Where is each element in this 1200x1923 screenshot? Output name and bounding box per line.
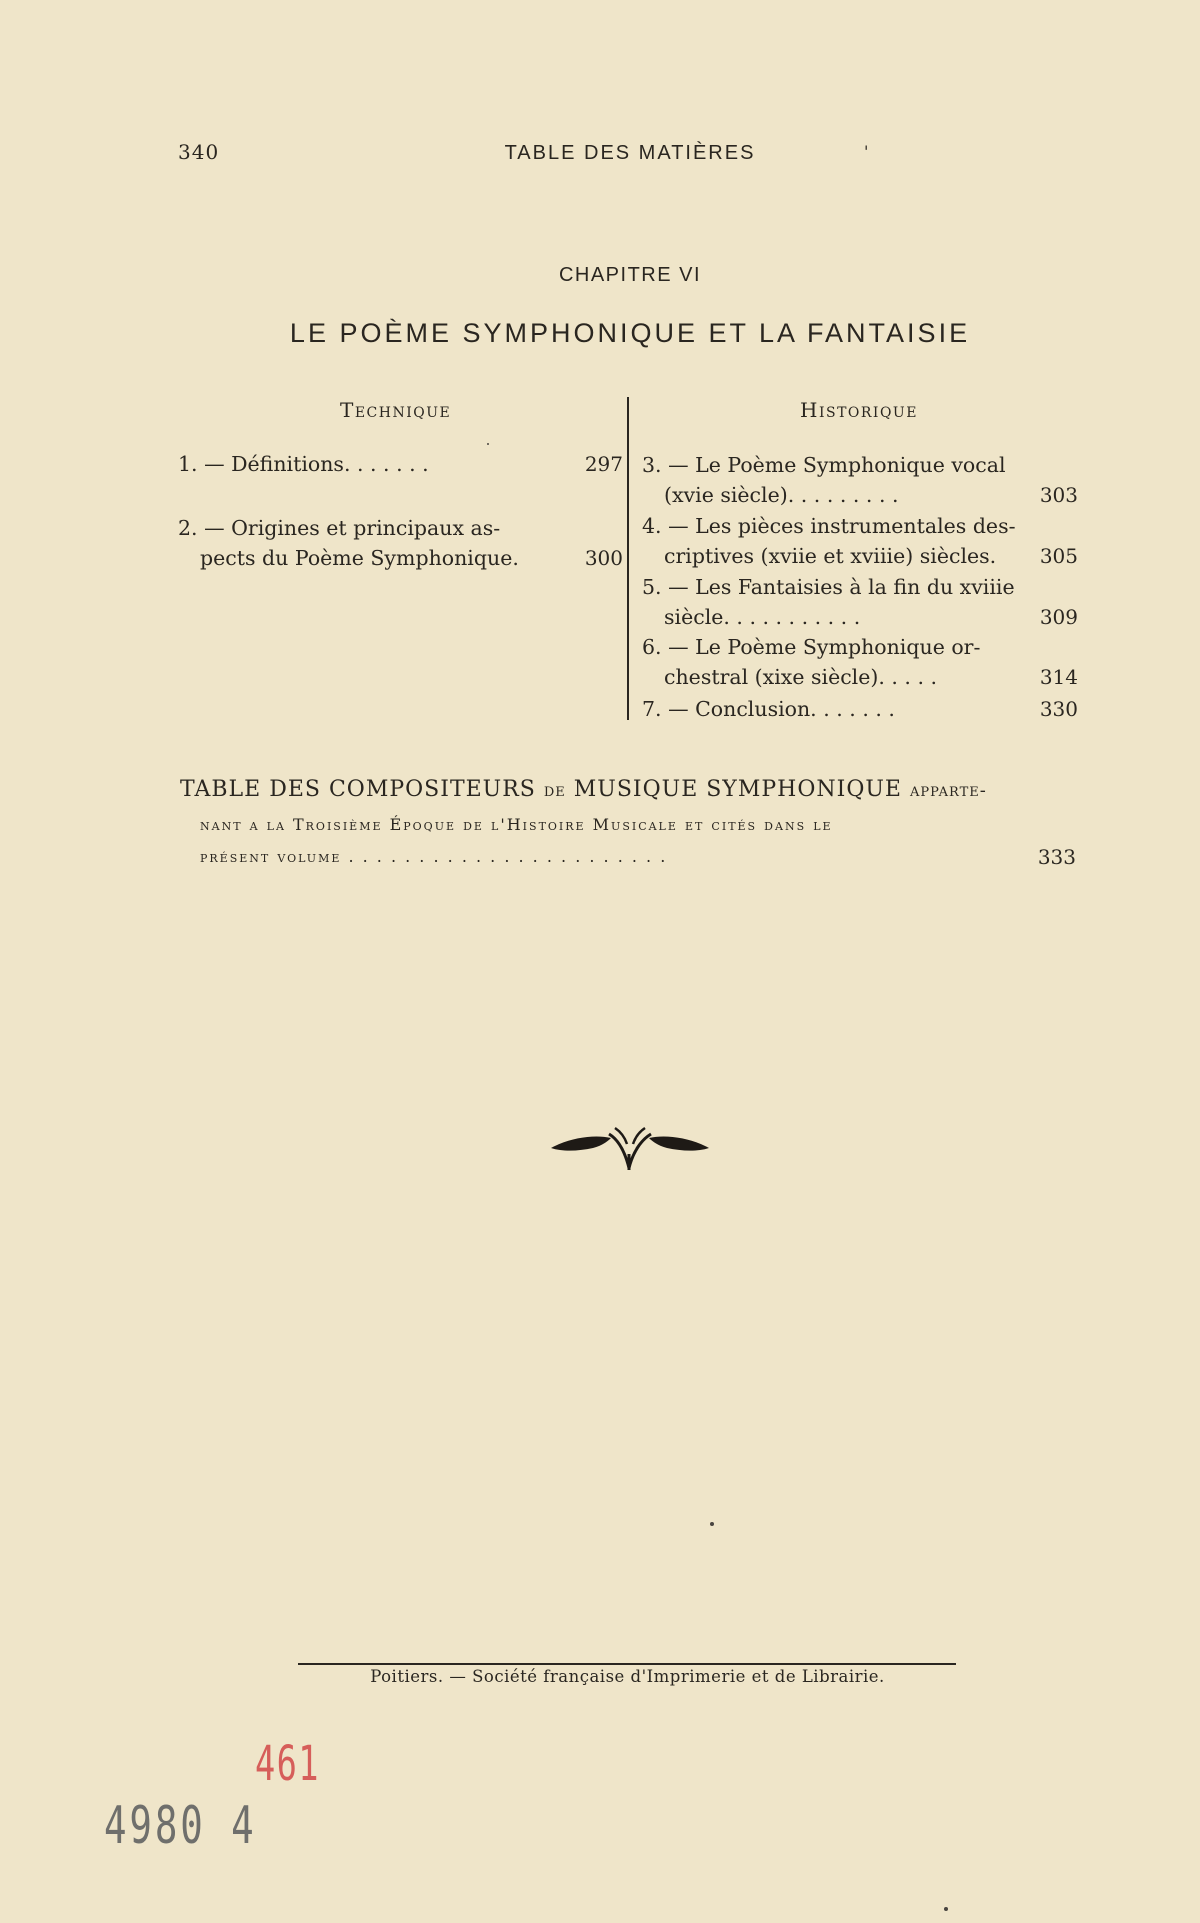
ornament-icon [549, 1118, 711, 1172]
toc-entry-line: 2. — Origines et principaux as- [178, 516, 501, 540]
composers-table-title-c: MUSIQUE SYMPHONIQUE [573, 777, 902, 802]
composers-table-title [180, 777, 987, 802]
toc-entry-line: (xvie siècle). . . . . . . . . [664, 483, 899, 507]
composers-table-title-a: TABLE DES COMPOSITEURS [180, 777, 536, 802]
page-number: 340 [178, 140, 220, 164]
paper-speck [710, 1522, 714, 1526]
imprint-rule [298, 1663, 956, 1665]
composers-table-line-3: présent volume . . . . . . . . . . . . . . . . . . . . . . . [200, 847, 668, 866]
toc-entry-line: 4. — Les pièces instrumentales des- [642, 514, 1016, 538]
toc-entry-page: 330 [1039, 697, 1078, 721]
header-mark: ' [864, 142, 869, 161]
chapter-title: LE POÈME SYMPHONIQUE ET LA FANTAISIE [289, 318, 971, 348]
running-title: TABLE DES MATIÈRES [504, 142, 756, 164]
toc-entry-page: 300 [584, 546, 623, 570]
chapter-label: CHAPITRE VI [558, 264, 702, 286]
column-heading-technique: Technique [340, 398, 452, 422]
toc-entry-line: 7. — Conclusion. . . . . . . [642, 697, 895, 721]
paper-speck [487, 443, 489, 445]
toc-entry-line: chestral (xixe siècle). . . . . [664, 665, 938, 689]
composers-table-title-b: de [543, 780, 566, 801]
toc-entry-page: 309 [1039, 605, 1078, 629]
column-divider [627, 397, 629, 720]
paper-speck [944, 1907, 948, 1911]
library-stamp-gray: 4980 4 [104, 1796, 257, 1856]
toc-entry-page: 314 [1039, 665, 1078, 689]
composers-table-page: 333 [1037, 845, 1076, 869]
imprint: Poitiers. — Société française d'Imprimerie et de Librairie. [370, 1667, 885, 1686]
toc-entry-line: pects du Poème Symphonique. [200, 546, 519, 570]
toc-entry-page: 305 [1039, 544, 1078, 568]
toc-entry-page: 303 [1039, 483, 1078, 507]
column-heading-historique: Historique [800, 398, 918, 422]
composers-table-line-2: nant a la Troisième Époque de l'Histoire Musicale et cités dans le [200, 815, 833, 834]
toc-entry-line: siècle. . . . . . . . . . . [664, 605, 861, 629]
toc-entry-line: 3. — Le Poème Symphonique vocal [642, 453, 1006, 477]
toc-entry-line: 1. — Définitions. . . . . . . [178, 452, 429, 476]
toc-entry-page: 297 [584, 452, 623, 476]
composers-table-title-d: apparte- [909, 780, 987, 801]
toc-entry-line: 6. — Le Poème Symphonique or- [642, 635, 981, 659]
library-stamp-red: 461 [255, 1736, 320, 1792]
toc-entry-line: 5. — Les Fantaisies à la fin du xviiie [642, 575, 1015, 599]
toc-entry-line: criptives (xviie et xviiie) siècles. [664, 544, 997, 568]
